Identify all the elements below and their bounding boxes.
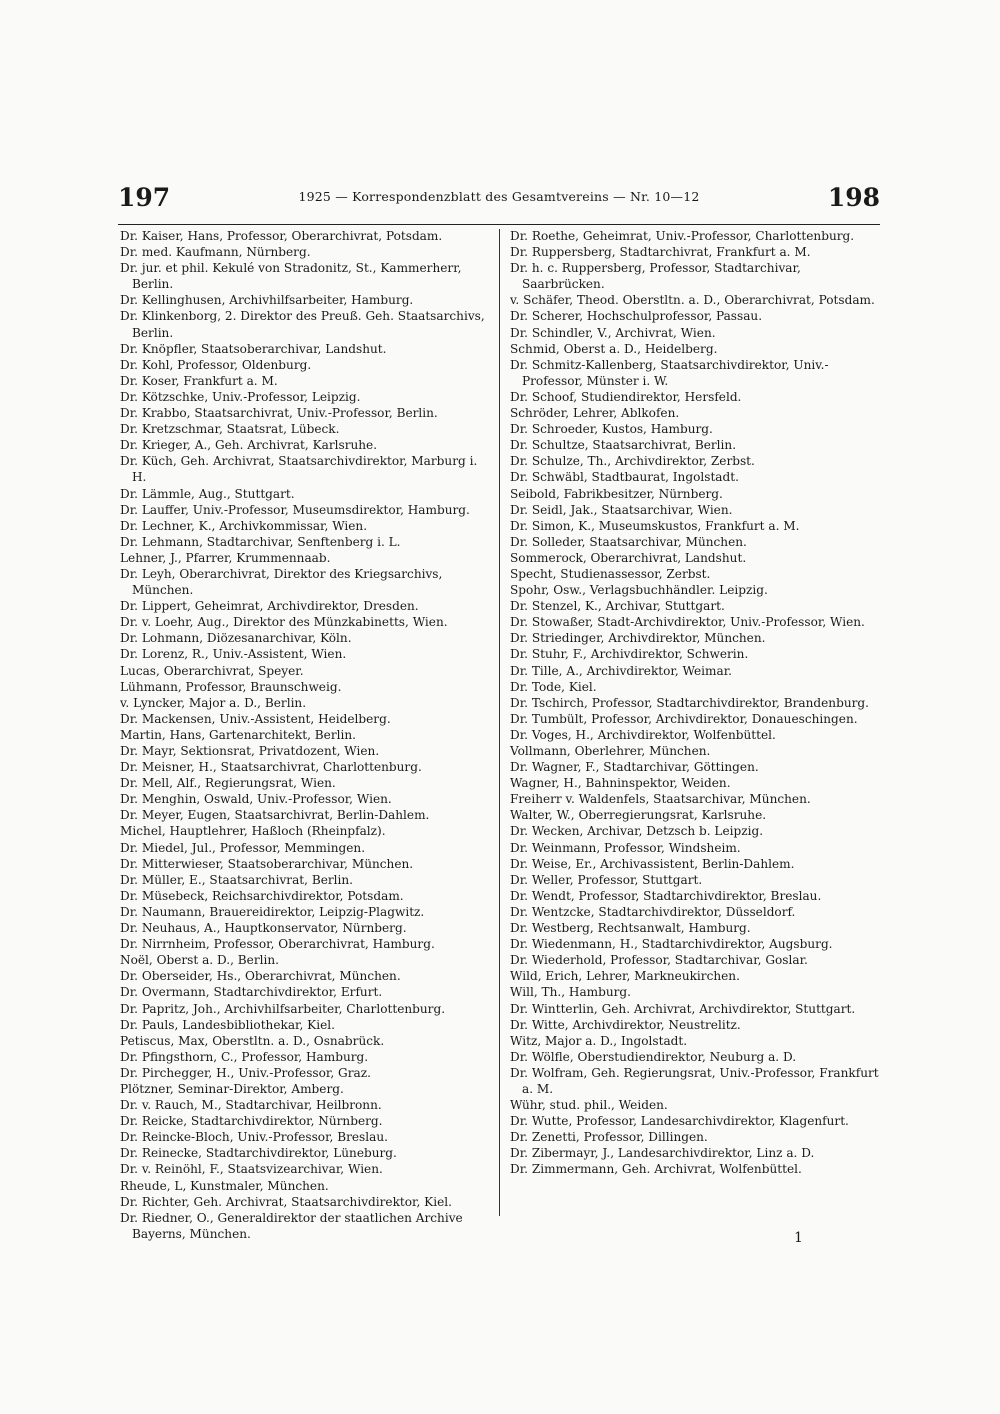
left-column	[120, 228, 492, 1242]
right-column	[510, 228, 882, 1178]
member-entry: Witz, Major a. D., Ingolstadt.	[510, 1033, 688, 1048]
member-entry: Dr. Scherer, Hochschulprofessor, Passau.	[510, 309, 763, 324]
member-entry: Dr. Knöpfler, Staatsoberarchivar, Landshut.	[120, 341, 387, 356]
member-entry: Dr. Overmann, Stadtarchivdirektor, Erfurt.	[120, 985, 383, 1000]
member-entry: Dr. Lämmle, Aug., Stuttgart.	[120, 486, 295, 501]
member-entry: Dr. Kellinghusen, Archivhilfsarbeiter, Hamburg.	[120, 293, 414, 308]
member-entry: Dr. Stenzel, K., Archivar, Stuttgart.	[510, 599, 725, 614]
member-entry: Dr. Simon, K., Museumskustos, Frankfurt a. M.	[510, 518, 800, 533]
member-entry: Wühr, stud. phil., Weiden.	[510, 1098, 668, 1113]
member-entry: Dr. Oberseider, Hs., Oberarchivrat, München.	[120, 969, 401, 984]
member-entry: Plötzner, Seminar-Direktor, Amberg.	[120, 1081, 344, 1096]
member-entry: Dr. Schulze, Th., Archivdirektor, Zerbst.	[510, 454, 755, 469]
member-entry: Petiscus, Max, Oberstltn. a. D., Osnabrück.	[120, 1033, 385, 1048]
member-entry: Dr. Schoof, Studiendirektor, Hersfeld.	[510, 389, 742, 404]
member-entry: Lehner, J., Pfarrer, Krummennaab.	[120, 550, 331, 565]
member-entry: Walter, W., Oberregierungsrat, Karlsruhe.	[510, 808, 767, 823]
member-entry: Dr. Lauffer, Univ.-Professor, Museumsdirektor, Hamburg.	[120, 502, 470, 517]
member-entry: Dr. Schroeder, Kustos, Hamburg.	[510, 422, 713, 437]
member-entry: Dr. Meyer, Eugen, Staatsarchivrat, Berlin-Dahlem.	[120, 808, 430, 823]
member-entry: Dr. Reicke, Stadtarchivdirektor, Nürnberg.	[120, 1114, 383, 1129]
member-entry: Dr. Tille, A., Archivdirektor, Weimar.	[510, 663, 732, 678]
member-entry: Dr. Zenetti, Professor, Dillingen.	[510, 1130, 708, 1145]
member-entry: Wild, Erich, Lehrer, Markneukirchen.	[510, 969, 740, 984]
member-entry: Dr. Weller, Professor, Stuttgart.	[510, 872, 703, 887]
member-entry: Dr. Weinmann, Professor, Windsheim.	[510, 840, 741, 855]
member-entry: Dr. h. c. Ruppersberg, Professor, Stadtarchivar, Saarbrücken.	[510, 261, 801, 292]
member-entry: Sommerock, Oberarchivrat, Landshut.	[510, 550, 747, 565]
sheet-number: 1	[794, 1230, 803, 1246]
member-entry: Dr. Miedel, Jul., Professor, Memmingen.	[120, 840, 366, 855]
member-entry: v. Lyncker, Major a. D., Berlin.	[120, 695, 307, 710]
member-entry: Dr. Wendt, Professor, Stadtarchivdirektor, Breslau.	[510, 888, 822, 903]
member-entry: v. Schäfer, Theod. Oberstltn. a. D., Oberarchivrat, Potsdam.	[510, 293, 875, 308]
member-entry: Dr. Klinkenborg, 2. Direktor des Preuß. Geh. Staatsarchivs, Berlin.	[120, 309, 485, 340]
page-number-left: 197	[118, 183, 171, 212]
member-entry: Dr. Schwäbl, Stadtbaurat, Ingolstadt.	[510, 470, 739, 485]
member-entry: Dr. med. Kaufmann, Nürnberg.	[120, 245, 311, 260]
member-entry: Vollmann, Oberlehrer, München.	[510, 744, 711, 758]
member-entry: Dr. Mell, Alf., Regierungsrat, Wien.	[120, 776, 336, 791]
member-entry: Dr. Tschirch, Professor, Stadtarchivdirektor, Brandenburg.	[510, 695, 869, 710]
member-entry: Dr. Lehmann, Stadtarchivar, Senftenberg i. L.	[120, 534, 401, 549]
member-entry: Dr. Solleder, Staatsarchivar, München.	[510, 534, 747, 549]
member-entry: Dr. Schmitz-Kallenberg, Staatsarchivdirektor, Univ.-Professor, Münster i. W.	[510, 357, 829, 388]
member-entry: Dr. Kohl, Professor, Oldenburg.	[120, 357, 312, 372]
member-entry: Dr. Lechner, K., Archivkommissar, Wien.	[120, 518, 368, 533]
member-entry: Dr. Nirrnheim, Professor, Oberarchivrat, Hamburg.	[120, 937, 435, 952]
member-entry: Dr. Westberg, Rechtsanwalt, Hamburg.	[510, 921, 751, 936]
member-entry: Dr. Weise, Er., Archivassistent, Berlin-Dahlem.	[510, 856, 795, 871]
member-entry: Freiherr v. Waldenfels, Staatsarchivar, München.	[510, 792, 811, 807]
member-entry: Lucas, Oberarchivrat, Speyer.	[120, 663, 304, 678]
member-entry: Dr. Wecken, Archivar, Detzsch b. Leipzig.	[510, 824, 764, 839]
member-entry: Dr. Wiedenmann, H., Stadtarchivdirektor, Augsburg.	[510, 937, 833, 952]
header-rule	[118, 224, 880, 225]
member-entry: Dr. Schultze, Staatsarchivrat, Berlin.	[510, 438, 737, 453]
member-entry: Dr. Wutte, Professor, Landesarchivdirektor, Klagenfurt.	[510, 1114, 849, 1129]
member-entry: Dr. Wolfram, Geh. Regierungsrat, Univ.-Professor, Frankfurt a. M.	[510, 1065, 879, 1096]
member-entry: Dr. Stuhr, F., Archivdirektor, Schwerin.	[510, 647, 749, 662]
member-entry: Dr. Seidl, Jak., Staatsarchivar, Wien.	[510, 502, 733, 517]
member-entry: Schröder, Lehrer, Ablkofen.	[510, 406, 680, 421]
member-entry: Noël, Oberst a. D., Berlin.	[120, 953, 279, 968]
member-entry: Dr. Küch, Geh. Archivrat, Staatsarchivdirektor, Marburg i. H.	[120, 454, 478, 485]
member-entry: Seibold, Fabrikbesitzer, Nürnberg.	[510, 486, 723, 501]
member-entry: Dr. Wagner, F., Stadtarchivar, Göttingen.	[510, 760, 759, 775]
member-entry: Dr. Krabbo, Staatsarchivrat, Univ.-Professor, Berlin.	[120, 406, 438, 421]
member-entry: Dr. Menghin, Oswald, Univ.-Professor, Wien.	[120, 792, 392, 807]
member-entry: Dr. Mackensen, Univ.-Assistent, Heidelberg.	[120, 711, 391, 726]
member-entry: Dr. Ruppersberg, Stadtarchivrat, Frankfurt a. M.	[510, 245, 811, 260]
member-entry: Wagner, H., Bahninspektor, Weiden.	[510, 776, 731, 791]
member-entry: Dr. jur. et phil. Kekulé von Stradonitz, St., Kammerherr, Berlin.	[120, 261, 462, 292]
member-entry: Dr. v. Reinöhl, F., Staatsvizearchivar, Wien.	[120, 1162, 383, 1177]
member-entry: Dr. Kaiser, Hans, Professor, Oberarchivrat, Potsdam.	[120, 229, 443, 243]
member-entry: Dr. Müsebeck, Reichsarchivdirektor, Potsdam.	[120, 888, 404, 903]
member-entry: Dr. Wintterlin, Geh. Archivrat, Archivdirektor, Stuttgart.	[510, 1001, 856, 1016]
member-entry: Dr. Kötzschke, Univ.-Professor, Leipzig.	[120, 389, 361, 404]
member-entry: Dr. Roethe, Geheimrat, Univ.-Professor, Charlottenburg.	[510, 229, 855, 243]
member-entry: Dr. Reinecke, Stadtarchivdirektor, Lüneburg.	[120, 1146, 397, 1161]
member-entry: Dr. Meisner, H., Staatsarchivrat, Charlottenburg.	[120, 760, 422, 775]
member-entry: Dr. Tumbült, Professor, Archivdirektor, Donaueschingen.	[510, 711, 858, 726]
member-entry: Dr. Krieger, A., Geh. Archivrat, Karlsruhe.	[120, 438, 378, 453]
member-entry: Dr. Papritz, Joh., Archivhilfsarbeiter, Charlottenburg.	[120, 1001, 446, 1016]
member-entry: Dr. Naumann, Brauereidirektor, Leipzig-Plagwitz.	[120, 904, 425, 919]
member-entry: Dr. Koser, Frankfurt a. M.	[120, 373, 278, 388]
member-entry: Dr. Tode, Kiel.	[510, 679, 597, 694]
member-entry: Spohr, Osw., Verlagsbuchhändler. Leipzig.	[510, 583, 768, 598]
member-entry: Dr. Zimmermann, Geh. Archivrat, Wolfenbüttel.	[510, 1162, 802, 1177]
running-title: 1925 — Korrespondenzblatt des Gesamtvereins — Nr. 10—12	[298, 189, 700, 204]
member-entry: Specht, Studienassessor, Zerbst.	[510, 566, 711, 581]
member-entry: Dr. Mayr, Sektionsrat, Privatdozent, Wien.	[120, 744, 380, 758]
member-entry: Dr. Neuhaus, A., Hauptkonservator, Nürnberg.	[120, 921, 407, 936]
member-entry: Dr. v. Loehr, Aug., Direktor des Münzkabinetts, Wien.	[120, 615, 448, 630]
member-entry: Dr. Mitterwieser, Staatsoberarchivar, München.	[120, 856, 414, 871]
member-entry: Dr. Reincke-Bloch, Univ.-Professor, Breslau.	[120, 1130, 388, 1145]
member-entry: Dr. Wentzcke, Stadtarchivdirektor, Düsseldorf.	[510, 904, 796, 919]
member-entry: Michel, Hauptlehrer, Haßloch (Rheinpfalz).	[120, 824, 386, 839]
member-entry: Dr. Stowaßer, Stadt-Archivdirektor, Univ.-Professor, Wien.	[510, 615, 865, 630]
member-entry: Dr. Pauls, Landesbibliothekar, Kiel.	[120, 1017, 335, 1032]
member-entry: Dr. Wiederhold, Professor, Stadtarchivar, Goslar.	[510, 953, 808, 968]
member-entry: Dr. Pfingsthorn, C., Professor, Hamburg.	[120, 1049, 369, 1064]
member-entry: Will, Th., Hamburg.	[510, 985, 632, 1000]
member-entry: Dr. Richter, Geh. Archivrat, Staatsarchivdirektor, Kiel.	[120, 1194, 452, 1209]
member-entry: Dr. Schindler, V., Archivrat, Wien.	[510, 325, 716, 340]
member-entry: Schmid, Oberst a. D., Heidelberg.	[510, 341, 718, 356]
member-entry: Dr. Müller, E., Staatsarchivrat, Berlin.	[120, 872, 354, 887]
member-entry: Lühmann, Professor, Braunschweig.	[120, 679, 342, 694]
member-entry: Dr. Voges, H., Archivdirektor, Wolfenbüttel.	[510, 727, 776, 742]
member-entry: Dr. Lorenz, R., Univ.-Assistent, Wien.	[120, 647, 347, 662]
member-entry: Dr. Leyh, Oberarchivrat, Direktor des Kriegsarchivs, München.	[120, 566, 443, 598]
member-entry: Martin, Hans, Gartenarchitekt, Berlin.	[120, 727, 356, 742]
member-entry: Dr. Lippert, Geheimrat, Archivdirektor, Dresden.	[120, 599, 419, 614]
member-entry: Dr. Pirchegger, H., Univ.-Professor, Graz.	[120, 1065, 371, 1080]
page-header	[118, 183, 880, 223]
member-entry: Dr. Lohmann, Diözesanarchivar, Köln.	[120, 631, 352, 646]
member-entry: Dr. Witte, Archivdirektor, Neustrelitz.	[510, 1017, 741, 1032]
member-entry: Dr. Zibermayr, J., Landesarchivdirektor, Linz a. D.	[510, 1146, 815, 1161]
member-entry: Dr. Wölfle, Oberstudiendirektor, Neuburg a. D.	[510, 1049, 797, 1064]
member-entry: Dr. v. Rauch, M., Stadtarchivar, Heilbronn.	[120, 1098, 382, 1113]
page-number-right: 198	[827, 183, 880, 212]
member-entry: Rheude, L, Kunstmaler, München.	[120, 1178, 329, 1193]
member-entry: Dr. Striedinger, Archivdirektor, München.	[510, 631, 766, 646]
member-entry: Dr. Riedner, O., Generaldirektor der staatlichen Archive Bayerns, München.	[120, 1210, 463, 1241]
column-divider	[499, 229, 500, 1216]
member-entry: Dr. Kretzschmar, Staatsrat, Lübeck.	[120, 422, 340, 437]
